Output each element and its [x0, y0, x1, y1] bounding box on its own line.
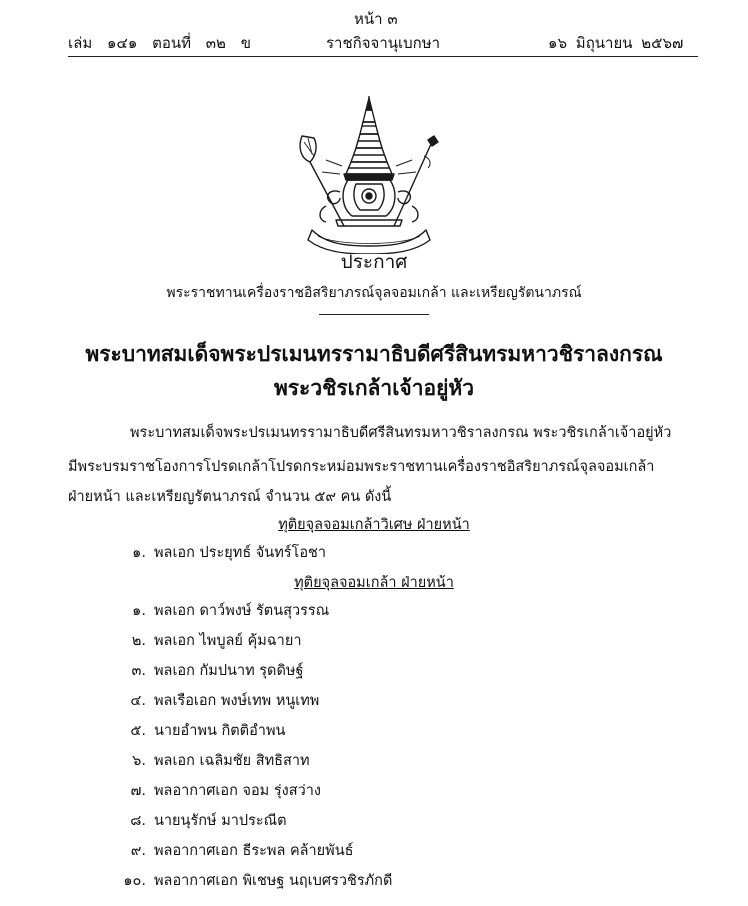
king-name-line-2: พระวชิรเกล้าเจ้าอยู่หัว	[273, 376, 475, 400]
item-number: ๙.	[130, 843, 146, 859]
announcement-title: ประกาศ	[340, 251, 408, 273]
royal-emblem-icon	[296, 96, 442, 254]
item-number: ๕.	[130, 723, 146, 739]
announcement-subtitle: พระราชทานเครื่องราชอิสริยาภรณ์จุลจอมเกล้า และเหรียญรัตนาภรณ์	[166, 285, 582, 301]
item-name: พลอากาศเอก พิเชษฐ นฤเบศรวชิรภักดี	[154, 873, 393, 889]
header-rule	[68, 56, 698, 57]
title-divider	[319, 314, 429, 315]
section-heading-2: ทุติยจุลจอมเกล้า ฝ่ายหน้า	[294, 575, 454, 591]
king-name-line-1: พระบาทสมเด็จพระปรเมนทรรามาธิบดีศรีสินทรมหาวชิราลงกรณ	[85, 342, 663, 366]
item-name: พลเอก ประยุทธ์ จันทร์โอชา	[154, 545, 327, 561]
body-text-line-2: มีพระบรมราชโองการโปรดเกล้าโปรดกระหม่อมพระราชทานเครื่องราชอิสริยาภรณ์จุลจอมเกล้า	[68, 459, 655, 475]
item-number: ๑.	[132, 603, 146, 619]
item-number: ๓.	[131, 663, 146, 679]
item-number: ๘.	[130, 813, 146, 829]
item-number: ๔.	[130, 693, 146, 709]
body-text-line-3: ฝ่ายหน้า และเหรียญรัตนาภรณ์ จำนวน ๕๙ คน ดังนี้	[68, 489, 392, 505]
item-number: ๑.	[132, 545, 146, 561]
item-name: พลเอก ดาว์พงษ์ รัตนสุวรรณ	[154, 603, 330, 619]
item-number: ๖.	[132, 753, 146, 769]
publication-date: ๑๖ มิถุนายน ๒๕๖๗	[548, 34, 684, 52]
section-heading-1: ทุติยจุลจอมเกล้าวิเศษ ฝ่ายหน้า	[278, 517, 470, 533]
item-name: พลเอก เฉลิมชัย สิทธิสาท	[154, 753, 310, 769]
item-name: พลเอก กัมปนาท รุดดิษฐ์	[154, 663, 304, 679]
page-number: หน้า ๓	[354, 10, 398, 28]
item-name: พลเรือเอก พงษ์เทพ หนูเทพ	[154, 693, 320, 709]
item-name: นายอำพน กิตติอำพน	[154, 723, 286, 739]
item-name: นายนุรักษ์ มาประณีต	[154, 813, 287, 829]
publication-name: ราชกิจจานุเบกษา	[326, 34, 441, 52]
item-number: ๑๐.	[123, 873, 146, 889]
item-number: ๗.	[130, 783, 146, 799]
body-text-line-1: พระบาทสมเด็จพระปรเมนทรรามาธิบดีศรีสินทรมหาวชิราลงกรณ พระวชิรเกล้าเจ้าอยู่หัว	[130, 425, 672, 441]
item-number: ๒.	[131, 633, 146, 649]
volume-issue: เล่ม ๑๔๑ ตอนที่ ๓๒ ข	[68, 34, 251, 52]
item-name: พลอากาศเอก ธีระพล คล้ายพันธ์	[154, 843, 354, 859]
item-name: พลอากาศเอก จอม รุ่งสว่าง	[154, 783, 321, 799]
item-name: พลเอก ไพบูลย์ คุ้มฉายา	[154, 633, 302, 649]
